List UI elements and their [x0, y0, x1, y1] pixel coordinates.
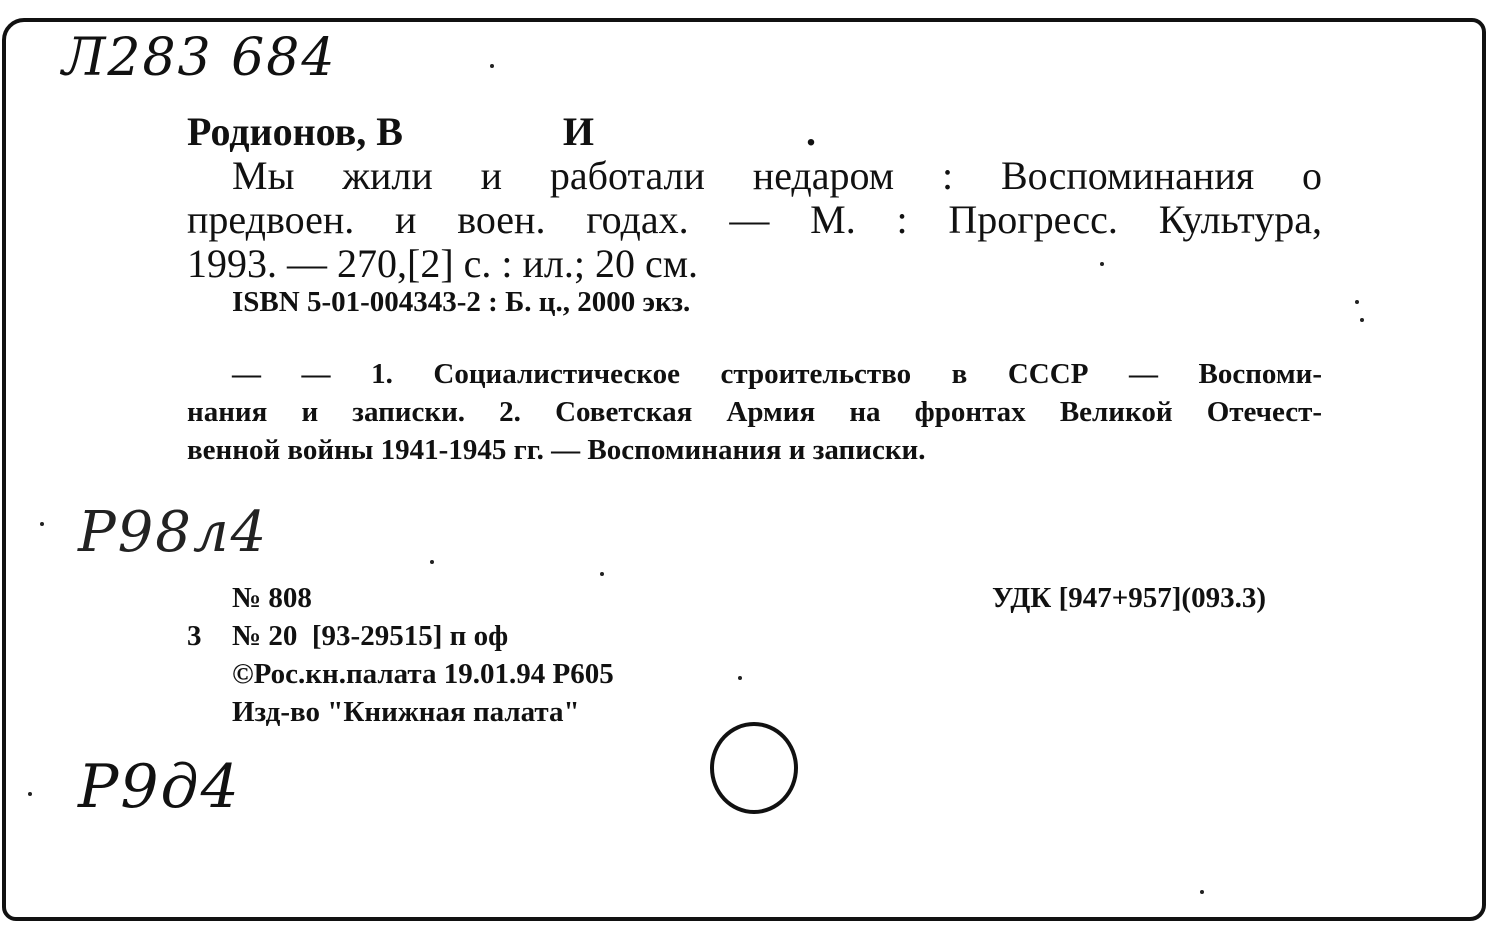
handwritten-shelf-mark-2: Р9д4 — [78, 752, 241, 822]
isbn-line: ISBN 5-01-004343-2 : Б. ц., 2000 экз. — [232, 286, 691, 318]
udc-code: УДК [947+957](093.3) — [992, 582, 1266, 614]
order-line: № 20 [93-29515] п оф — [232, 620, 509, 652]
speck — [1360, 318, 1364, 322]
speck — [430, 560, 434, 564]
author-heading: Родионов, В И — [187, 109, 595, 154]
subject-headings-line: нания и записки. 2. Советская Армия на фронтах Великой Отечест- — [187, 396, 1322, 428]
subject-headings-line: — — 1. Социалистическое строительство в СССР — Воспоми- — [232, 358, 1322, 390]
title-line: предвоен. и воен. годах. — М. : Прогресс. Культура, — [187, 197, 1322, 242]
handwritten-accession-number: Л283 684 — [62, 28, 337, 88]
speck — [40, 522, 44, 526]
speck — [1355, 300, 1359, 304]
speck — [600, 572, 604, 576]
title-line: Мы жили и работали недаром : Воспоминания о — [232, 153, 1322, 198]
speck — [28, 792, 32, 796]
speck — [738, 676, 742, 680]
speck — [490, 64, 494, 68]
speck — [1200, 890, 1204, 894]
publisher-line: Изд-во "Книжная палата" — [232, 696, 580, 728]
copies-count: 3 — [187, 620, 202, 652]
imprint-line: 1993. — 270,[2] с. : ил.; 20 см. — [187, 241, 699, 286]
subject-headings-line: венной войны 1941-1945 гг. — Воспоминания и записки. — [187, 434, 926, 466]
punch-hole-circle — [710, 722, 798, 814]
handwritten-shelf-mark: Р98л4 — [78, 500, 269, 565]
copyright-line: ©Рос.кн.палата 19.01.94 Р605 — [232, 658, 614, 690]
record-number: № 808 — [232, 582, 312, 614]
speck — [1100, 262, 1104, 266]
author-heading-dot: . — [806, 109, 816, 154]
